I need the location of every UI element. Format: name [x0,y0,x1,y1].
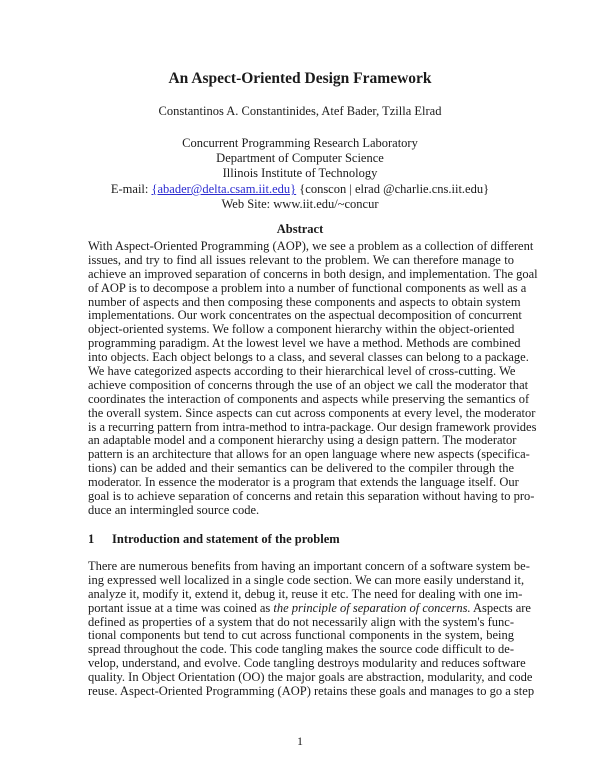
intro-line: reuse. Aspect-Oriented Programming (AOP) retains these goals and manages to go a step [88,684,535,699]
abstract-line: number of aspects and then composing these components and aspects to obtain system [88,294,521,309]
abstract-line: of AOP is to decompose a problem into a number of functional components as well as a [88,280,527,295]
abstract-line: duce an intermingled source code. [88,502,260,517]
intro-line: tional components but tend to cut across functional components in the system, being [88,628,514,643]
abstract-line: object-oriented systems. We follow a component hierarchy within the object-oriented [88,322,515,337]
abstract-line: achieve composition of concerns through the use of an object we call the moderator that [88,377,529,392]
section-heading [88,532,340,547]
intro-line: ing expressed well localized in a single code section. We can more easily understand it, [88,572,525,587]
abstract-line: an adaptable model and a component hierarchy using a design pattern. The moderator [88,433,517,448]
abstract-line: achieve an improved separation of concerns in both design, and implementation. The goal [88,266,538,281]
abstract-line: With Aspect-Oriented Programming (AOP), we see a problem as a collection of different [88,239,534,253]
abstract-line: issues, and try to find all issues relevant to the problem. We can therefore manage to [88,252,514,267]
abstract-line: the overall system. Since aspects can cut across components at every level, the moderator [88,405,536,420]
email-rest: {conscon | elrad @charlie.cns.iit.edu} [296,182,490,196]
email-label: E-mail: [110,182,152,196]
abstract-line: implementations. Our work concentrates on the aspectual decomposition of concurrent [88,308,522,323]
intro-line: defined as properties of a system that do not necessarily align with the system's func- [88,614,514,629]
contact-info [0,182,600,212]
emphasized-phrase: the principle of separation of concerns. [273,600,471,615]
email-link[interactable]: {abader@delta.csam.iit.edu} [151,182,297,196]
intro-line: quality. In Object Orientation (OO) the major goals are abstraction, modularity, and code [88,670,533,685]
abstract-line: moderator. In essence the moderator is a program that extends the language itself. Our [88,475,519,490]
paper-authors: Constantinos A. Constantinides, Atef Bader, Tzilla Elrad [158,104,442,118]
paper-title: An Aspect-Oriented Design Framework [168,70,432,87]
section-title: Introduction and statement of the problem [112,532,340,546]
intro-body [88,559,535,699]
abstract-line: programming paradigm. At the lowest level we have a method. Methods are combined [88,336,521,351]
affiliation [0,136,600,181]
abstract-line: We have categorized aspects according to their hierarchical level of cross-cutting. We [88,364,516,379]
intro-line: spread throughout the code. This code tangling makes the source code difficult to de- [88,642,514,657]
abstract-heading: Abstract [276,222,324,236]
website-line: Web Site: www.iit.edu/~concur [221,197,379,211]
abstract-line: pattern is an architecture that allows for an open language where new aspects (specifica- [88,447,530,462]
page-number: 1 [297,734,303,748]
abstract-body [88,239,538,518]
affiliation-department: Department of Computer Science [216,151,384,165]
intro-line: velop, understand, and evolve. Code tangling destroys modularity and reduces software [88,656,526,671]
section-number: 1 [88,532,95,546]
affiliation-lab: Concurrent Programming Research Laboratory [182,136,418,150]
intro-line: There are numerous benefits from having an important concern of a software system be- [88,559,530,573]
abstract-line: into objects. Each object belongs to a class, and several classes can belong to a package. [88,350,529,365]
abstract-line: tions) can be added and their semantics can be delivered to the compiler through the [88,461,514,476]
affiliation-institute: Illinois Institute of Technology [222,166,378,180]
abstract-line: is a recurring pattern from intra-method to intra-package. Our design framework provides [88,419,537,434]
email-line [0,182,600,197]
intro-line: portant issue at a time was coined as the principle of separation of concerns. Aspects are [88,600,531,615]
abstract-line: coordinates the interaction of components and aspects while preserving the semantics of [88,391,530,406]
abstract-line: goal is to achieve separation of concerns and retain this separation without having to pro- [88,489,535,504]
intro-line: analyze it, modify it, extend it, debug it, reuse it etc. The need for dealing with one im- [88,586,523,601]
